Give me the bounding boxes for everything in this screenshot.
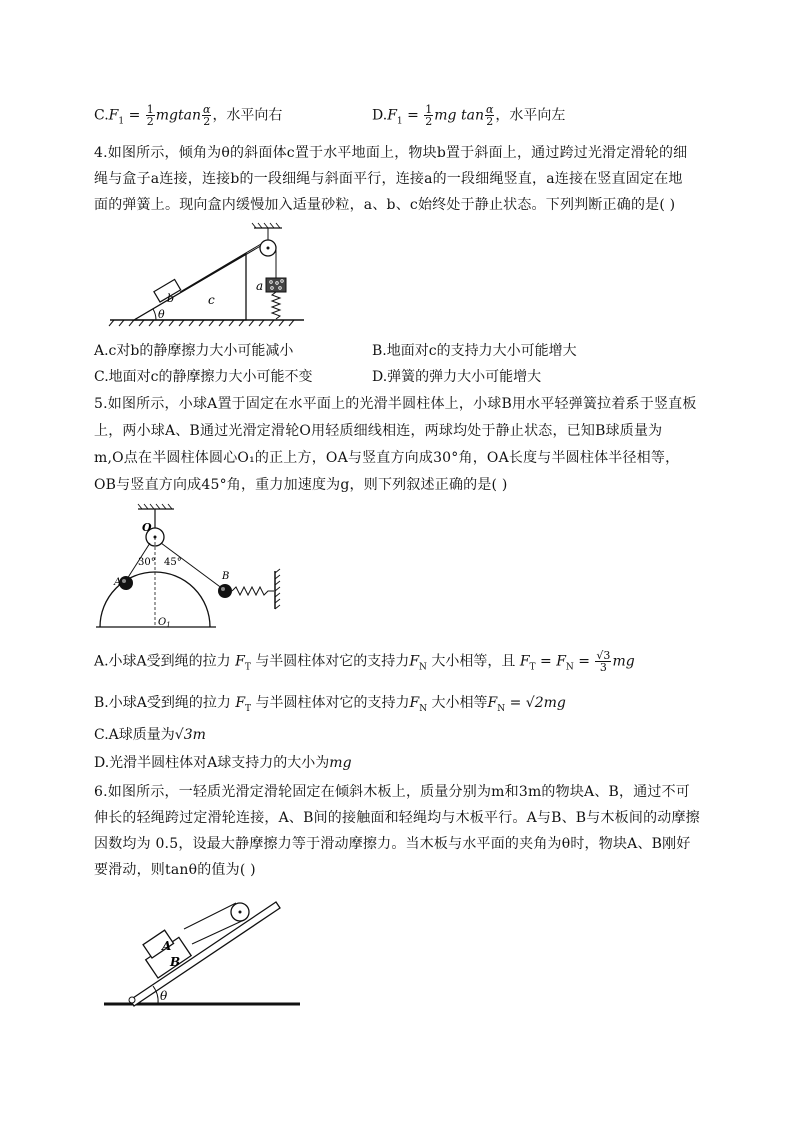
q5-label-a: A (114, 577, 122, 588)
q6-stem-line-1: 6.如图所示，一轻质光滑定滑轮固定在倾斜木板上，质量分别为m和3m的物块A、B，通过不可 (94, 784, 691, 800)
q5-label-b: B (222, 571, 230, 582)
q4-option-d: D.弹簧的弹力大小可能增大 (372, 369, 542, 385)
q4-stem-line-1: 4.如图所示，倾角为θ的斜面体c置于水平地面上，物块b置于斜面上，通过跨过光滑定滑轮的细 (94, 145, 688, 161)
q5-stem-line-2: 上，两小球A、B通过光滑定滑轮O用轻质细线相连，两球均处于静止状态，已知B球质量为 (94, 423, 663, 439)
q6-figure (100, 886, 306, 1014)
q5-stem-line-3: m,O点在半圆柱体圆心O₁的正上方，OA与竖直方向成30°角，OA长度与半圆柱体半径相等， (94, 450, 680, 466)
q5-option-a: A.小球A受到绳的拉力 $F_T$ 与半圆柱体对它的支持力$F_N$ 大小相等，且 $F_T = F_N$ = $\frac{√3}{3}$ mg (94, 649, 635, 674)
q4-option-c: C.地面对c的静摩擦力大小可能不变 (94, 369, 313, 385)
q6-stem-line-2: 伸长的轻绳跨过定滑轮连接，A、B间的接触面和轻绳均与木板平行。A与B、B与木板间的动摩擦 (94, 810, 700, 826)
q6-stem-line-3: 因数均为 0.5，设最大静摩擦力等于滑动摩擦力。当木板与水平面的夹角为θ时，物块A、B刚好 (94, 836, 691, 852)
q4-option-b: B.地面对c的支持力大小可能增大 (372, 343, 577, 359)
q6-stem-line-4: 要滑动，则tanθ的值为( ) (94, 862, 256, 878)
q5-label-30: 30° (138, 557, 156, 568)
q5-option-c: C.A球质量为√3m (94, 727, 206, 743)
q5-option-d: D.光滑半圆柱体对A球支持力的大小为mg (94, 755, 352, 771)
q5-figure (94, 503, 294, 633)
q5-label-o1: $O_1$ (158, 617, 171, 629)
q6-label-theta: θ (160, 989, 168, 1003)
q4-label-a: a (256, 279, 264, 293)
q4-label-c: c (208, 293, 215, 307)
q5-label-45: 45° (164, 557, 182, 568)
q3-option-d: $D.F_1$ = $\frac{1}{2}$ mg tan $\frac{\alpha}{2}$ ，水平向左 (372, 103, 566, 128)
q4-label-b: b (167, 292, 175, 305)
q6-label-a: A (162, 939, 172, 953)
q3-option-c: $C.F_1$ = $\frac{1}{2}$ mgtan $\frac{\alpha}{2}$ ，水平向右 (94, 103, 283, 128)
q4-option-a: A.c对b的静摩擦力大小可能减小 (94, 343, 294, 359)
q5-stem-line-1: 5.如图所示，小球A置于固定在水平面上的光滑半圆柱体上，小球B用水平轻弹簧拉着系于竖直板 (94, 396, 697, 412)
q5-stem-line-4: OB与竖直方向成45°角，重力加速度为g，则下列叙述正确的是( ) (94, 477, 508, 493)
q5-label-o: O (142, 521, 152, 534)
q4-stem-line-3: 面的弹簧上。现向盒内缓慢加入适量砂粒，a、b、c始终处于静止状态。下列判断正确的是( ) (94, 197, 676, 213)
q4-figure (104, 222, 314, 330)
q4-stem-line-2: 绳与盒子a连接，连接b的一段细绳与斜面平行，连接a的一段细绳竖直，a连接在竖直固定在地 (94, 171, 683, 187)
q6-label-b: B (170, 955, 181, 969)
q5-option-b: B.小球A受到绳的拉力 $F_T$ 与半圆柱体对它的支持力$F_N$ 大小相等$F_N = √2mg$ (94, 695, 566, 714)
q4-label-theta: θ (158, 308, 165, 321)
